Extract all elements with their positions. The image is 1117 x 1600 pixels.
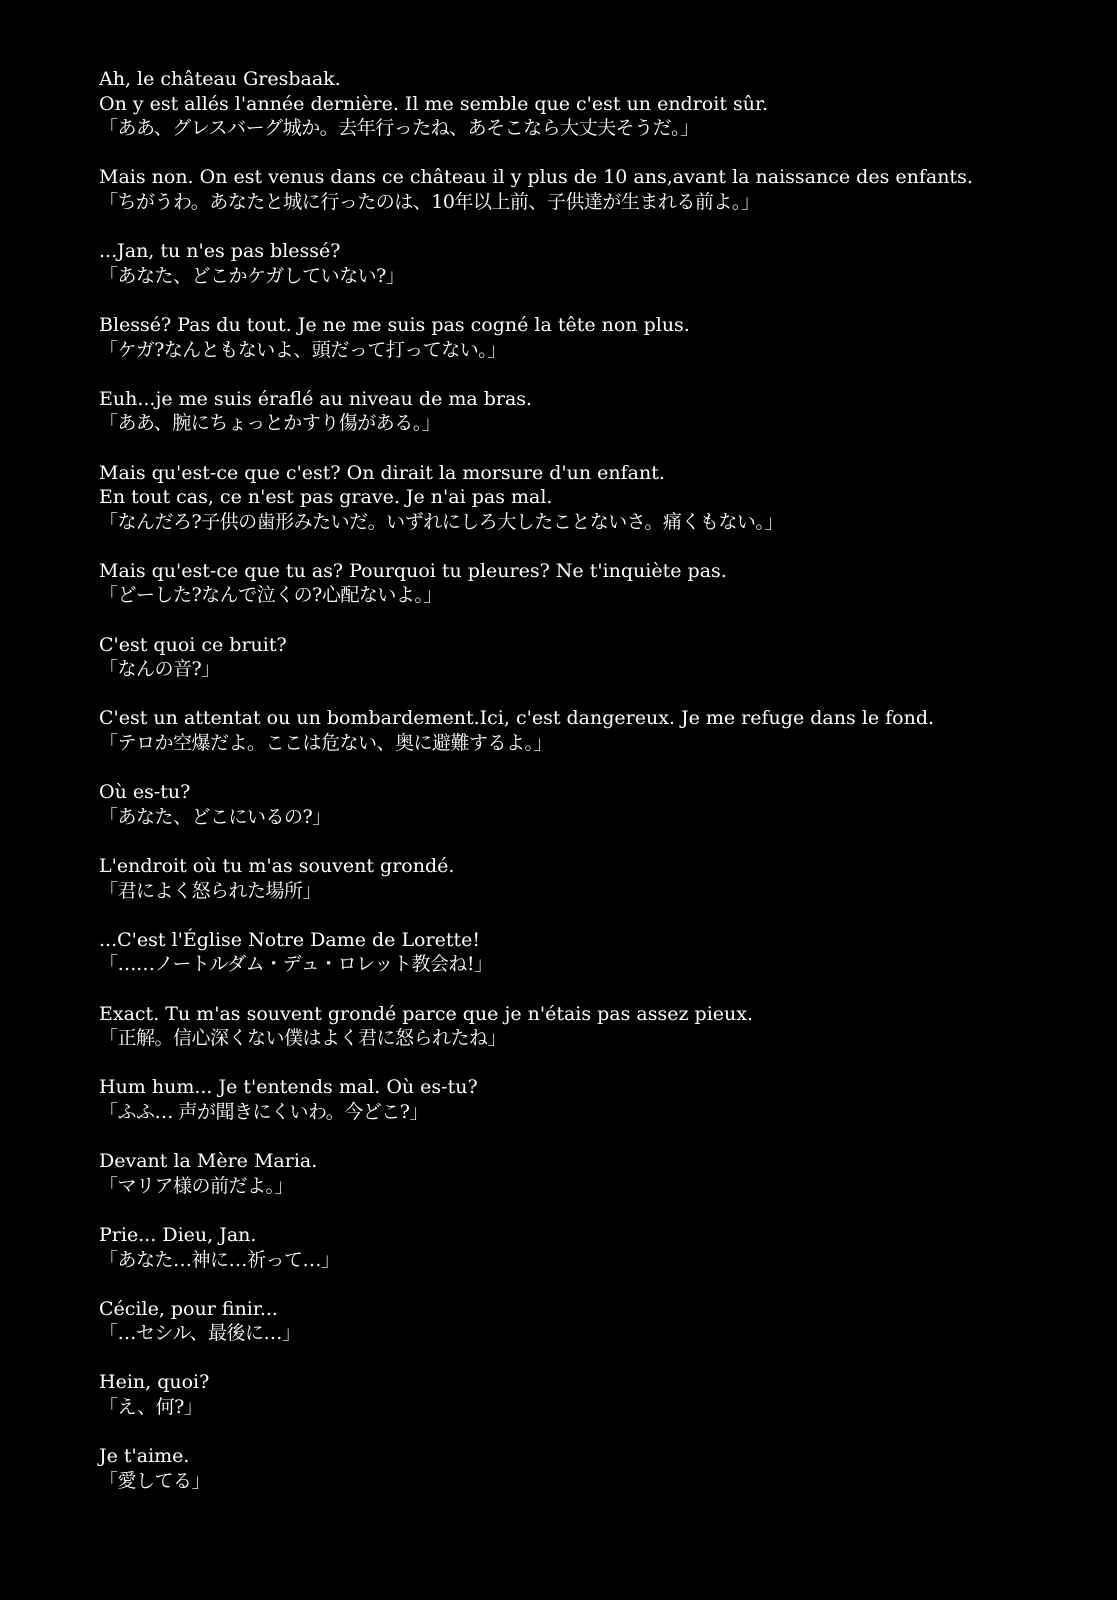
dialogue-block xyxy=(99,1297,1089,1346)
japanese-line: 「テロか空爆だよ。ここは危ない、奥に避難するよ。」 xyxy=(99,732,553,755)
dialogue-block xyxy=(99,239,1089,288)
dialogue-block xyxy=(99,706,1089,755)
french-line: Euh...je me suis éraflé au niveau de ma bras. xyxy=(99,387,533,410)
japanese-line: 「ちがうわ。あなたと城に行ったのは、10年以上前、子供達が生まれる前よ。」 xyxy=(99,190,760,213)
japanese-line: 「正解。信心深くない僕はよく君に怒られたね」 xyxy=(99,1027,507,1050)
dialogue-block xyxy=(99,67,1089,141)
dialogue-block xyxy=(99,854,1089,903)
french-line: Exact. Tu m'as souvent grondé parce que je n'étais pas assez pieux. xyxy=(99,1002,754,1025)
japanese-line: 「マリア様の前だよ。」 xyxy=(99,1174,294,1197)
dialogue-block xyxy=(99,1370,1089,1419)
japanese-line: 「あなた、どこかケガしていない?」 xyxy=(99,264,405,287)
dialogue-block xyxy=(99,1444,1089,1493)
french-line: ...Jan, tu n'es pas blessé? xyxy=(99,240,341,263)
french-line: C'est quoi ce bruit? xyxy=(99,633,287,656)
dialogue-block xyxy=(99,1223,1089,1272)
dialogue-block xyxy=(99,559,1089,608)
japanese-line: 「愛してる」 xyxy=(99,1469,211,1492)
japanese-line: 「ケガ?なんともないよ、頭だって打ってない。」 xyxy=(99,338,506,361)
french-line: Mais qu'est-ce que c'est? On dirait la morsure d'un enfant. xyxy=(99,461,665,484)
japanese-line: 「なんだろ?子供の歯形みたいだ。いずれにしろ大したことないさ。痛くもない。」 xyxy=(99,510,783,533)
french-line: C'est un attentat ou un bombardement.Ici, c'est dangereux. Je me refuge dans le fond. xyxy=(99,707,935,730)
japanese-line: 「え、何?」 xyxy=(99,1396,203,1419)
dialogue-block xyxy=(99,1075,1089,1124)
dialogue-block xyxy=(99,780,1089,829)
japanese-line: 「あなた、どこにいるの?」 xyxy=(99,805,331,828)
dialogue-block xyxy=(99,461,1089,535)
japanese-line: 「どーした?なんで泣くの?心配ないよ。」 xyxy=(99,584,442,607)
japanese-line: 「ふふ… 声が聞きにくいわ。今どこ?」 xyxy=(99,1100,428,1123)
french-line: Blessé? Pas du tout. Je ne me suis pas cogné la tête non plus. xyxy=(99,313,690,336)
japanese-line: 「ああ、グレスバーグ城か。去年行ったね、あそこなら大丈夫そうだ。」 xyxy=(99,117,699,140)
french-line: Où es-tu? xyxy=(99,781,191,804)
dialogue-block xyxy=(99,633,1089,682)
french-line: Mais qu'est-ce que tu as? Pourquoi tu pleures? Ne t'inquiète pas. xyxy=(99,559,727,582)
french-line: Hum hum... Je t'entends mal. Où es-tu? xyxy=(99,1076,478,1099)
dialogue-block xyxy=(99,387,1089,436)
japanese-line: 「…セシル、最後に…」 xyxy=(99,1322,301,1345)
french-line: ...C'est l'Église Notre Dame de Lorette! xyxy=(99,928,480,951)
dialogue-block xyxy=(99,928,1089,977)
french-line: Hein, quoi? xyxy=(99,1371,210,1394)
french-line: Ah, le château Gresbaak. xyxy=(99,68,341,90)
dialogue-block xyxy=(99,1149,1089,1198)
japanese-line: 「あなた…神に…祈って…」 xyxy=(99,1248,340,1271)
french-line: Prie... Dieu, Jan. xyxy=(99,1223,257,1246)
dialogue-block xyxy=(99,313,1089,362)
french-line: Cécile, pour finir... xyxy=(99,1297,278,1320)
japanese-line: 「ああ、腕にちょっとかすり傷がある。」 xyxy=(99,412,441,435)
french-line: L'endroit où tu m'as souvent grondé. xyxy=(99,855,455,877)
dialogue-page xyxy=(99,67,1089,1518)
japanese-line: 「君によく怒られた場所」 xyxy=(99,879,322,902)
dialogue-block xyxy=(99,1002,1089,1051)
japanese-line: 「……ノートルダム・デュ・ロレット教会ね!」 xyxy=(99,953,493,976)
french-line: On y est allés l'année dernière. Il me semble que c'est un endroit sûr. xyxy=(99,92,769,115)
french-line: Je t'aime. xyxy=(99,1445,190,1468)
french-line: Mais non. On est venus dans ce château il y plus de 10 ans,avant la naissance des enfants. xyxy=(99,166,973,189)
japanese-line: 「なんの音?」 xyxy=(99,658,220,681)
dialogue-block xyxy=(99,165,1089,214)
french-line: En tout cas, ce n'est pas grave. Je n'ai pas mal. xyxy=(99,486,553,509)
french-line: Devant la Mère Maria. xyxy=(99,1150,318,1173)
